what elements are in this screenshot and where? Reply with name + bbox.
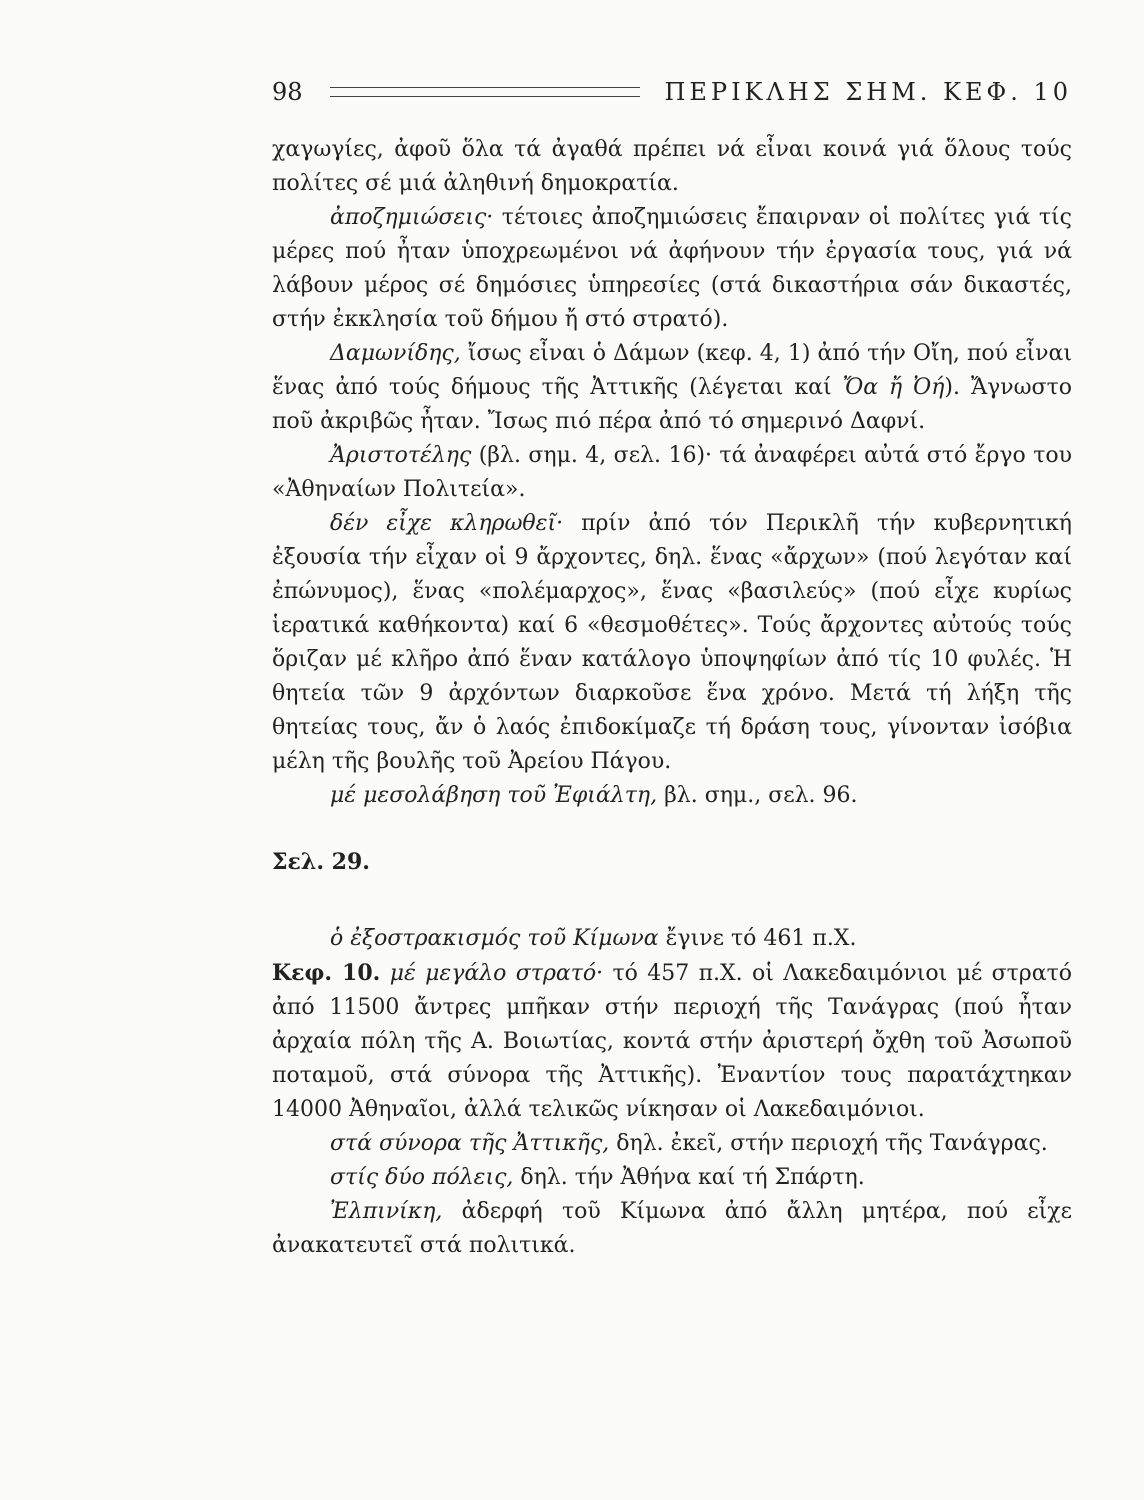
note-megalo-strato: Κεφ. 10. μέ μεγάλο στρατό· τό 457 π.Χ. οἱ Λακεδαιμόνιοι μέ στρατό ἀπό 11500 ἄντρες μπῆκαν στήν περιοχή τῆς Τανάγρας (πού ἦταν ἀρχαία πόλη τῆς Α. Βοιωτίας, κοντά στήν ἀριστερή ὄχθη τοῦ Ἀσωποῦ ποταμοῦ, στά σύνορα τῆς Ἀττικῆς). Ἐναντίον τους παρατάχτηκαν 14000 Ἀθηναῖοι, ἀλλά τελικῶς νίκησαν οἱ Λακεδαιμόνιοι.: [272, 960, 1073, 1122]
section-heading: Σελ. 29.: [272, 849, 370, 875]
note-exostrakismos: ὁ ἐξοστρακισμός τοῦ Κίμωνα ἔγινε τό 461 π.Χ.: [330, 926, 857, 951]
paragraph-1: χαγωγίες, ἀφοῦ ὅλα τά ἀγαθά πρέπει νά εἶναι κοινά γιά ὅλους τούς πολίτες σέ μιά ἀληθινή δημοκρατία.: [272, 137, 1072, 196]
note-mesolavisi: μέ μεσολάβηση τοῦ Ἐφιάλτη, βλ. σημ., σελ. 96.: [330, 783, 858, 808]
note-term: Ἐλπινίκη,: [330, 1199, 443, 1224]
note-dyo-poleis: στίς δύο πόλεις, δηλ. τήν Ἀθήνα καί τή Σπάρτη.: [330, 1165, 865, 1190]
note-term: Ἀριστοτέλης: [330, 443, 472, 468]
note-term: δέν εἶχε κληρωθεῖ·: [330, 511, 564, 536]
note-aristotelis: Ἀριστοτέλης (βλ. σημ. 4, σελ. 16)· τά ἀναφέρει αὐτά στό ἔργο του «Ἀθηναίων Πολιτεία».: [272, 443, 1072, 502]
note-term: μέ μεσολάβηση τοῦ Ἐφιάλτη,: [330, 783, 658, 808]
note-damonidis: Δαμωνίδης, ἴσως εἶναι ὁ Δάμων (κεφ. 4, 1) ἀπό τήν Οἴη, πού εἶναι ἕνας ἀπό τούς δήμους τῆς Ἀττικῆς (λέγεται καί Ὄα ἤ Ὀή). Ἄγνωστο ποῦ ἀκριβῶς ἦταν. Ἴσως πιό πέρα ἀπό τό σημερινό Δαφνί.: [272, 341, 1072, 434]
note-synora: στά σύνορα τῆς Ἀττικῆς, δηλ. ἐκεῖ, στήν περιοχή τῆς Τανάγρας.: [330, 1131, 1048, 1156]
note-term: ὁ ἐξοστρακισμός τοῦ Κίμωνα: [330, 926, 659, 951]
note-elpiniki: Ἐλπινίκη, ἀδερφή τοῦ Κίμωνα ἀπό ἄλλη μητέρα, πού εἶχε ἀνακατευτεῖ στά πολιτικά.: [272, 1199, 1072, 1258]
header-rule: [330, 87, 640, 97]
note-apozimioseis: ἀποζημιώσεις· τέτοιες ἀποζημιώσεις ἔπαιρναν οἱ πολίτες γιά τίς μέρες πού ἦταν ὑποχρεωμένοι νά ἀφήνουν τήν ἐργασία τους, γιά νά λάβουν μέρος σέ δημόσιες ὑπηρεσίες (στά δικαστήρια σάν δικαστές, στήν ἐκκλησία τοῦ δήμου ἤ στό στρατό).: [272, 205, 1072, 332]
note-term: μέ μεγάλο στρατό·: [389, 961, 604, 986]
note-term: στά σύνορα τῆς Ἀττικῆς,: [330, 1131, 610, 1156]
running-title: ΠΕΡΙΚΛΗΣ ΣΗΜ. ΚΕΦ. 10: [664, 78, 1072, 106]
page-number: 98: [272, 78, 303, 106]
chapter-label: Κεφ. 10.: [272, 960, 381, 986]
running-header: [272, 72, 1072, 112]
note-term: Δαμωνίδης,: [330, 341, 461, 366]
note-term: ἀποζημιώσεις·: [330, 205, 494, 230]
note-den-eixe: δέν εἶχε κληρωθεῖ· πρίν ἀπό τόν Περικλῆ τήν κυβερνητική ἐξουσία τήν εἶχαν οἱ 9 ἄρχοντες, δηλ. ἕνας «ἄρχων» (πού λεγόταν καί ἐπώνυμος), ἕνας «πολέμαρχος», ἕνας «βασιλεύς» (πού εἶχε κυρίως ἱερατικά καθήκοντα) καί 6 «θεσμοθέτες». Τούς ἄρχοντες αὐτούς τούς ὅριζαν μέ κλῆρο ἀπό ἕναν κατάλογο ὑποψηφίων ἀπό τίς 10 φυλές. Ἡ θητεία τῶν 9 ἀρχόντων διαρκοῦσε ἕνα χρόνο. Μετά τή λήξη τῆς θητείας τους, ἄν ὁ λαός ἐπιδοκίμαζε τή δράση τους, γίνονταν ἰσόβια μέλη τῆς βουλῆς τοῦ Ἀρείου Πάγου.: [272, 511, 1072, 774]
page-body: [272, 133, 1072, 1263]
note-term: στίς δύο πόλεις,: [330, 1165, 514, 1190]
